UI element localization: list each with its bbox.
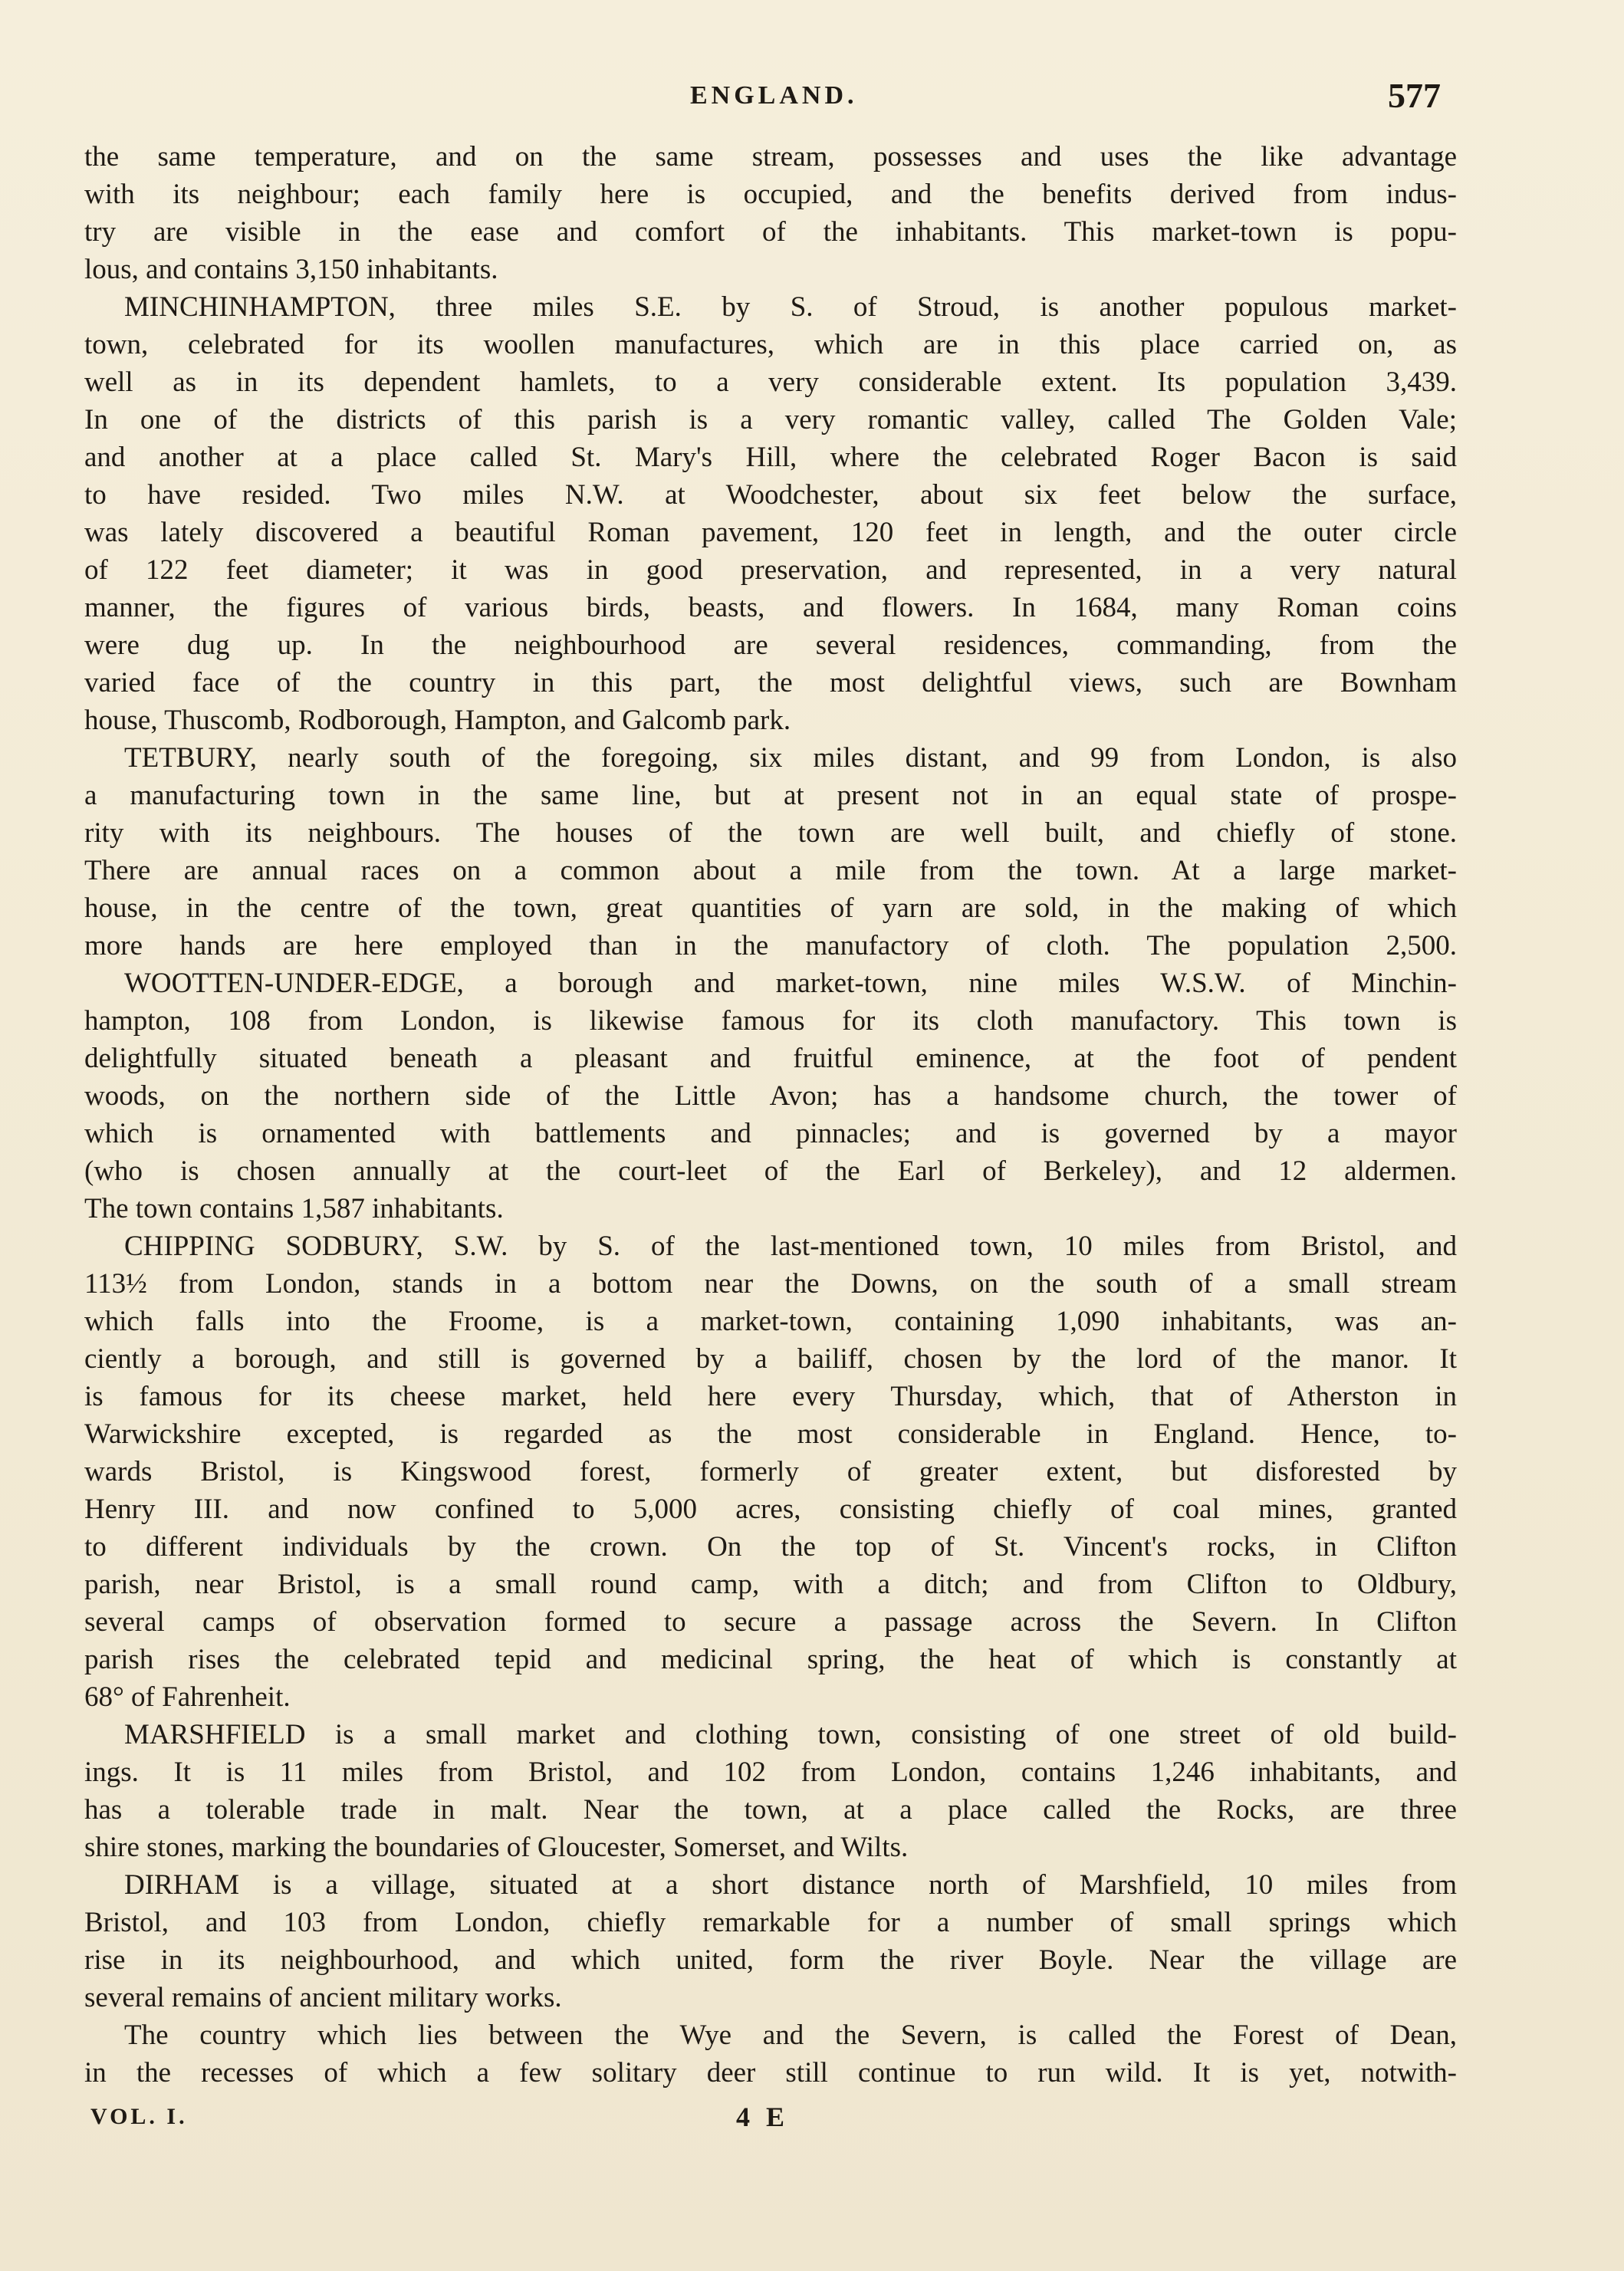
text-line: which falls into the Froome, is a market-town, containing 1,090 inhabitants, was an- [84,1306,1457,1337]
text-line: The country which lies between the Wye and the Severn, is called the Forest of Dean, [124,2020,1457,2051]
text-line: and another at a place called St. Mary's Hill, where the celebrated Roger Bacon is said [84,442,1457,473]
text-line: The town contains 1,587 inhabitants. [84,1193,504,1224]
text-line: to different individuals by the crown. On the top of St. Vincent's rocks, in Clifton [84,1531,1457,1563]
text-line: MARSHFIELD is a small market and clothing town, consisting of one street of old build- [124,1719,1457,1750]
text-line: 113½ from London, stands in a bottom near the Downs, on the south of a small stream [84,1268,1457,1300]
volume-label: VOL. I. [90,2104,188,2129]
text-line: with its neighbour; each family here is occupied, and the benefits derived from indus- [84,179,1457,210]
text-line: in the recesses of which a few solitary deer still continue to run wild. It is yet, notwith- [84,2057,1457,2089]
text-line: town, celebrated for its woollen manufactures, which are in this place carried on, as [84,329,1457,360]
text-line: of 122 feet diameter; it was in good preservation, and represented, in a very natural [84,554,1457,586]
running-head: ENGLAND. [690,81,858,110]
text-line: were dug up. In the neighbourhood are several residences, commanding, from the [84,629,1457,661]
body-text [84,138,1457,2092]
text-line: to have resided. Two miles N.W. at Woodchester, about six feet below the surface, [84,479,1457,511]
text-line: parish rises the celebrated tepid and medicinal spring, the heat of which is constantly at [84,1644,1457,1675]
text-line: more hands are here employed than in the manufactory of cloth. The population 2,500. [84,930,1457,961]
text-line: rity with its neighbours. The houses of the town are well built, and chiefly of stone. [84,817,1457,849]
text-line: woods, on the northern side of the Little Avon; has a handsome church, the tower of [84,1080,1457,1112]
text-line: Henry III. and now confined to 5,000 acres, consisting chiefly of coal mines, granted [84,1494,1457,1525]
text-line: is famous for its cheese market, held here every Thursday, which, that of Atherston in [84,1381,1457,1412]
text-line: CHIPPING SODBURY, S.W. by S. of the last-mentioned town, 10 miles from Bristol, and [124,1231,1457,1262]
text-line: a manufacturing town in the same line, but at present not in an equal state of prospe- [84,780,1457,811]
text-line: house, in the centre of the town, great quantities of yarn are sold, in the making of which [84,892,1457,924]
text-line: ciently a borough, and still is governed by a bailiff, chosen by the lord of the manor. It [84,1343,1457,1375]
text-line: ings. It is 11 miles from Bristol, and 102 from London, contains 1,246 inhabitants, and [84,1757,1457,1788]
text-line: delightfully situated beneath a pleasant and fruitful eminence, at the foot of pendent [84,1043,1457,1074]
text-line: try are visible in the ease and comfort of the inhabitants. This market-town is popu- [84,216,1457,248]
text-line: varied face of the country in this part, the most delightful views, such are Bownham [84,667,1457,698]
text-line: house, Thuscomb, Rodborough, Hampton, and Galcomb park. [84,705,791,736]
text-line: DIRHAM is a village, situated at a short distance north of Marshfield, 10 miles from [124,1869,1457,1901]
text-line: lous, and contains 3,150 inhabitants. [84,254,498,285]
text-line: shire stones, marking the boundaries of Gloucester, Somerset, and Wilts. [84,1832,909,1863]
text-line: 68° of Fahrenheit. [84,1681,291,1713]
page-header [0,75,1624,121]
page-number: 577 [1388,76,1441,115]
text-line: the same temperature, and on the same stream, possesses and uses the like advantage [84,141,1457,173]
text-line: well as in its dependent hamlets, to a very considerable extent. Its population 3,439. [84,366,1457,398]
text-line: Warwickshire excepted, is regarded as the most considerable in England. Hence, to- [84,1418,1457,1450]
text-line: (who is chosen annually at the court-leet of the Earl of Berkeley), and 12 aldermen. [84,1155,1457,1187]
text-line: WOOTTEN-UNDER-EDGE, a borough and market-town, nine miles W.S.W. of Minchin- [124,968,1457,999]
signature-mark: 4 E [736,2102,790,2132]
text-line: wards Bristol, is Kingswood forest, formerly of greater extent, but disforested by [84,1456,1457,1487]
text-line: In one of the districts of this parish is a very romantic valley, called The Golden Vale; [84,404,1457,435]
text-line: TETBURY, nearly south of the foregoing, six miles distant, and 99 from London, is also [124,742,1457,774]
text-line: several remains of ancient military works. [84,1982,562,2013]
text-line: was lately discovered a beautiful Roman pavement, 120 feet in length, and the outer circle [84,517,1457,548]
text-line: Bristol, and 103 from London, chiefly remarkable for a number of small springs which [84,1907,1457,1938]
text-line: manner, the figures of various birds, beasts, and flowers. In 1684, many Roman coins [84,592,1457,623]
page-footer [0,2104,1624,2142]
text-line: rise in its neighbourhood, and which united, form the river Boyle. Near the village are [84,1944,1457,1976]
text-line: hampton, 108 from London, is likewise famous for its cloth manufactory. This town is [84,1005,1457,1037]
text-line: has a tolerable trade in malt. Near the town, at a place called the Rocks, are three [84,1794,1457,1826]
text-line: which is ornamented with battlements and pinnacles; and is governed by a mayor [84,1118,1457,1149]
text-line: parish, near Bristol, is a small round camp, with a ditch; and from Clifton to Oldbury, [84,1569,1457,1600]
text-line: several camps of observation formed to secure a passage across the Severn. In Clifton [84,1606,1457,1638]
text-line: MINCHINHAMPTON, three miles S.E. by S. of Stroud, is another populous market- [124,291,1457,323]
text-line: There are annual races on a common about a mile from the town. At a large market- [84,855,1457,886]
